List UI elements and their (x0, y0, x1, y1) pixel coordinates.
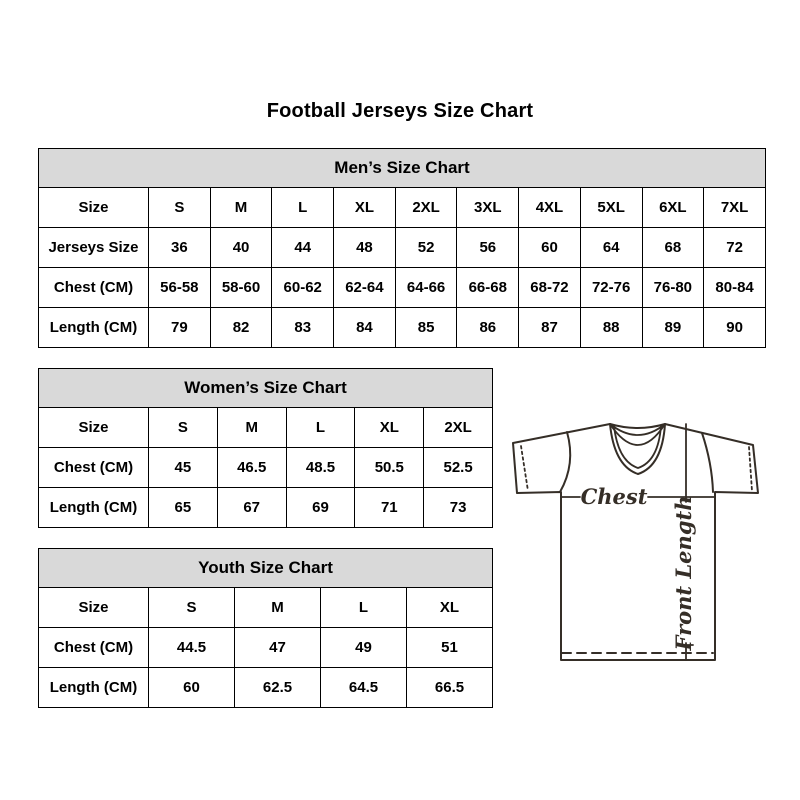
value-cell: 51 (407, 627, 493, 667)
chest-label: Chest (580, 484, 648, 509)
value-cell: 69 (286, 487, 355, 527)
value-cell: 36 (149, 227, 211, 267)
value-cell: 64 (580, 227, 642, 267)
value-cell: 2XL (424, 407, 493, 447)
value-cell: 60 (149, 667, 235, 707)
value-cell: 73 (424, 487, 493, 527)
mens-size-chart (38, 148, 766, 348)
value-cell: 44 (272, 227, 334, 267)
table-row (39, 447, 493, 487)
value-cell: 72 (704, 227, 766, 267)
youth-table-title: Youth Size Chart (38, 548, 493, 588)
value-cell: S (149, 587, 235, 627)
value-cell: 84 (334, 307, 396, 347)
table-row (39, 187, 766, 227)
jersey-outline (513, 424, 758, 660)
value-cell: S (149, 407, 218, 447)
value-cell: L (286, 407, 355, 447)
value-cell: 72-76 (580, 267, 642, 307)
value-cell: 56 (457, 227, 519, 267)
value-cell: 3XL (457, 187, 519, 227)
value-cell: 60 (519, 227, 581, 267)
row-header-cell: Size (39, 407, 149, 447)
value-cell: 85 (395, 307, 457, 347)
value-cell: 45 (149, 447, 218, 487)
value-cell: S (149, 187, 211, 227)
row-header-cell: Chest (CM) (39, 627, 149, 667)
value-cell: M (235, 587, 321, 627)
value-cell: 79 (149, 307, 211, 347)
value-cell: 76-80 (642, 267, 704, 307)
row-header-cell: Length (CM) (39, 307, 149, 347)
table-row (39, 267, 766, 307)
row-header-cell: Length (CM) (39, 667, 149, 707)
table-row (39, 587, 493, 627)
value-cell: 44.5 (149, 627, 235, 667)
value-cell: 2XL (395, 187, 457, 227)
value-cell: 65 (149, 487, 218, 527)
value-cell: M (210, 187, 272, 227)
value-cell: 4XL (519, 187, 581, 227)
value-cell: 83 (272, 307, 334, 347)
value-cell: XL (407, 587, 493, 627)
table-row (39, 487, 493, 527)
value-cell: 5XL (580, 187, 642, 227)
value-cell: 50.5 (355, 447, 424, 487)
value-cell: L (321, 587, 407, 627)
value-cell: 64-66 (395, 267, 457, 307)
value-cell: 87 (519, 307, 581, 347)
value-cell: XL (355, 407, 424, 447)
youth-size-table (38, 587, 493, 708)
value-cell: 90 (704, 307, 766, 347)
page-title: Football Jerseys Size Chart (266, 100, 534, 122)
value-cell: 86 (457, 307, 519, 347)
value-cell: 68 (642, 227, 704, 267)
value-cell: 62.5 (235, 667, 321, 707)
value-cell: M (217, 407, 286, 447)
value-cell: 52 (395, 227, 457, 267)
row-header-cell: Jerseys Size (39, 227, 149, 267)
row-header-cell: Size (39, 587, 149, 627)
value-cell: 48 (334, 227, 396, 267)
youth-size-chart (38, 548, 493, 708)
value-cell: 80-84 (704, 267, 766, 307)
front-length-label: Front Length (671, 495, 696, 651)
value-cell: 82 (210, 307, 272, 347)
mens-table-title: Men’s Size Chart (38, 148, 766, 188)
table-row (39, 307, 766, 347)
row-header-cell: Chest (CM) (39, 447, 149, 487)
value-cell: 56-58 (149, 267, 211, 307)
table-row (39, 227, 766, 267)
value-cell: 60-62 (272, 267, 334, 307)
value-cell: 7XL (704, 187, 766, 227)
table-row (39, 627, 493, 667)
value-cell: 89 (642, 307, 704, 347)
value-cell: XL (334, 187, 396, 227)
value-cell: 68-72 (519, 267, 581, 307)
value-cell: 67 (217, 487, 286, 527)
value-cell: 58-60 (210, 267, 272, 307)
row-header-cell: Size (39, 187, 149, 227)
womens-size-table (38, 407, 493, 528)
value-cell: 46.5 (217, 447, 286, 487)
row-header-cell: Chest (CM) (39, 267, 149, 307)
table-row (39, 667, 493, 707)
womens-size-chart (38, 368, 493, 528)
value-cell: 62-64 (334, 267, 396, 307)
value-cell: 47 (235, 627, 321, 667)
jersey-measurement-diagram (500, 400, 780, 680)
value-cell: 6XL (642, 187, 704, 227)
value-cell: 48.5 (286, 447, 355, 487)
value-cell: 66.5 (407, 667, 493, 707)
womens-table-title: Women’s Size Chart (38, 368, 493, 408)
value-cell: 66-68 (457, 267, 519, 307)
value-cell: 71 (355, 487, 424, 527)
value-cell: 88 (580, 307, 642, 347)
value-cell: L (272, 187, 334, 227)
table-row (39, 407, 493, 447)
mens-size-table (38, 187, 766, 348)
value-cell: 40 (210, 227, 272, 267)
value-cell: 52.5 (424, 447, 493, 487)
row-header-cell: Length (CM) (39, 487, 149, 527)
value-cell: 49 (321, 627, 407, 667)
value-cell: 64.5 (321, 667, 407, 707)
